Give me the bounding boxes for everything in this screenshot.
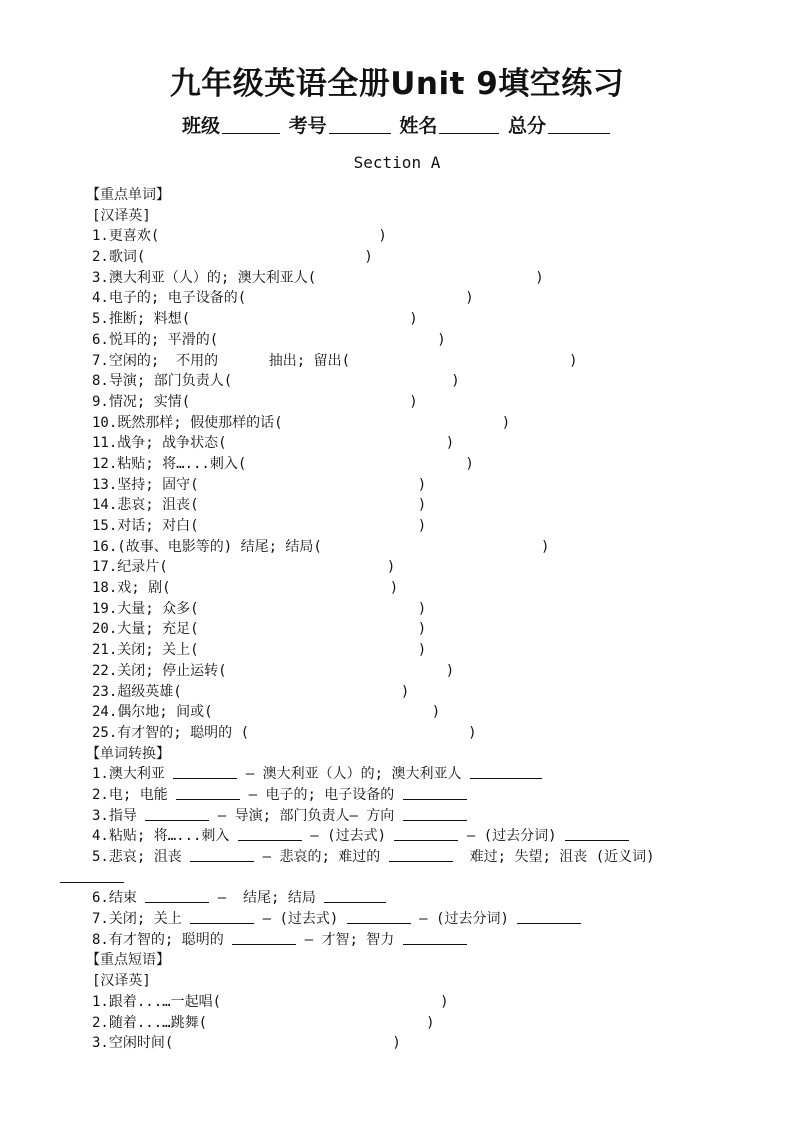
vocab-item[interactable]: 24.偶尔地; 间或( ): [92, 704, 441, 721]
phrases-heading: 【重点短语】: [86, 952, 170, 969]
answer-blank[interactable]: [470, 764, 542, 779]
conversion-text: 1.澳大利亚: [92, 766, 174, 783]
conversion-item: [92, 826, 772, 847]
conversion-item: [92, 888, 772, 909]
answer-blank[interactable]: [232, 930, 296, 945]
vocab-item[interactable]: 14.悲哀; 沮丧( ): [92, 497, 427, 514]
worksheet-body: [86, 185, 772, 1054]
answer-blank[interactable]: [347, 909, 411, 924]
conversion-overflow: [60, 868, 772, 889]
conversion-text: — (过去式): [301, 828, 395, 845]
vocab-item[interactable]: 12.粘贴; 将…...刺入( ): [92, 455, 474, 472]
vocab-item[interactable]: 18.戏; 剧( ): [92, 580, 399, 597]
conversion-text: 难过; 失望; 沮丧 (近义词): [452, 849, 655, 865]
student-info-row: [0, 111, 794, 138]
vocab-item[interactable]: 10.既然那样; 假使那样的话( ): [92, 414, 511, 431]
conversion-text: 5.悲哀; 沮丧: [92, 849, 191, 865]
score-blank[interactable]: [548, 115, 610, 134]
conversion-text: — 结尾; 结局: [209, 890, 325, 907]
phrases-subheading: [汉译英]: [92, 973, 151, 990]
name-label: 姓名: [399, 115, 438, 137]
vocab-item[interactable]: 20.大量; 充足( ): [92, 621, 427, 638]
answer-blank[interactable]: [190, 847, 254, 862]
conversion-text: — 澳大利亚（人）的; 澳大利亚人: [237, 766, 470, 783]
vocab-item[interactable]: 8.导演; 部门负责人( ): [92, 373, 460, 390]
answer-blank[interactable]: [238, 826, 302, 841]
conversion-text: 7.关闭; 关上: [92, 911, 191, 928]
conversion-item: [92, 785, 772, 806]
vocab-item[interactable]: 1.更喜欢( ): [92, 228, 387, 245]
phrase-list: [92, 992, 772, 1054]
class-blank[interactable]: [222, 115, 280, 134]
conversion-item: [92, 930, 772, 951]
conversion-heading: 【单词转换】: [86, 745, 170, 762]
vocab-item[interactable]: 13.坚持; 固守( ): [92, 476, 427, 493]
conversion-text: 2.电; 电能: [92, 786, 177, 803]
phrase-item[interactable]: 3.空闲时间( ): [92, 1035, 401, 1052]
answer-blank[interactable]: [190, 909, 254, 924]
phrase-item[interactable]: 1.跟着...…一起唱( ): [92, 993, 449, 1010]
answer-blank[interactable]: [565, 826, 629, 841]
answer-blank[interactable]: [145, 888, 209, 903]
vocab-item[interactable]: 5.推断; 料想( ): [92, 311, 418, 328]
vocab-item[interactable]: 15.对话; 对白( ): [92, 518, 427, 534]
conversion-text: — 电子的; 电子设备的: [240, 786, 403, 803]
vocab-item[interactable]: 6.悦耳的; 平滑的( ): [92, 331, 446, 348]
conversion-text: — 才智; 智力: [296, 931, 403, 948]
vocab-item[interactable]: 3.澳大利亚（人）的; 澳大利亚人( ): [92, 269, 544, 286]
answer-blank[interactable]: [173, 764, 237, 779]
vocab-heading: 【重点单词】: [86, 187, 170, 203]
conversion-item: [92, 909, 772, 930]
conversion-text: — (过去分词): [410, 911, 518, 928]
vocab-subheading: [汉译英]: [92, 207, 151, 224]
answer-blank[interactable]: [403, 806, 467, 821]
answer-blank[interactable]: [394, 826, 458, 841]
answer-blank[interactable]: [403, 785, 467, 800]
phrase-item[interactable]: 2.随着...…跳舞( ): [92, 1014, 435, 1031]
answer-blank[interactable]: [60, 868, 124, 883]
vocab-item[interactable]: 17.纪录片( ): [92, 559, 396, 576]
page-title: 九年级英语全册Unit 9填空练习: [169, 66, 625, 102]
answer-blank[interactable]: [403, 930, 467, 945]
conversion-item: [92, 847, 772, 868]
name-blank[interactable]: [439, 115, 499, 134]
vocab-list: [92, 226, 772, 743]
conversion-text: 4.粘贴; 将…...刺入: [92, 828, 238, 845]
class-label: 班级: [182, 115, 221, 137]
vocab-item[interactable]: 7.空闲的; 不用的 抽出; 留出( ): [92, 352, 578, 369]
vocab-item[interactable]: 23.超级英雄( ): [92, 683, 410, 700]
vocab-item[interactable]: 16.(故事、电影等的) 结尾; 结局( ): [92, 538, 550, 555]
section-title: Section A: [353, 153, 441, 172]
vocab-item[interactable]: 19.大量; 众多( ): [92, 600, 427, 617]
conversion-text: — (过去式): [254, 911, 347, 928]
answer-blank[interactable]: [176, 785, 240, 800]
conversion-text: 8.有才智的; 聪明的: [92, 931, 233, 948]
conversion-text: — 导演; 部门负责人— 方向: [209, 807, 403, 824]
conversion-text: — (过去分词): [458, 828, 566, 845]
vocab-item[interactable]: 4.电子的; 电子设备的( ): [92, 290, 474, 307]
number-label: 考号: [288, 115, 327, 137]
vocab-item[interactable]: 21.关闭; 关上( ): [92, 642, 427, 659]
conversion-item: [92, 806, 772, 827]
conversion-text: 3.指导: [92, 807, 146, 824]
vocab-item[interactable]: 25.有才智的; 聪明的 ( ): [92, 724, 477, 741]
answer-blank[interactable]: [145, 806, 209, 821]
score-label: 总分: [507, 115, 546, 137]
conversion-text: — 悲哀的; 难过的: [254, 849, 389, 865]
answer-blank[interactable]: [324, 888, 386, 903]
conversion-text: 6.结束: [92, 890, 146, 907]
vocab-item[interactable]: 2.歌词( ): [92, 249, 373, 266]
answer-blank[interactable]: [517, 909, 581, 924]
conversion-item: [92, 764, 772, 785]
conversion-list: [92, 764, 772, 950]
vocab-item[interactable]: 11.战争; 战争状态( ): [92, 435, 455, 452]
number-blank[interactable]: [329, 115, 391, 134]
vocab-item[interactable]: 22.关闭; 停止运转( ): [92, 662, 455, 679]
answer-blank[interactable]: [389, 847, 453, 862]
vocab-item[interactable]: 9.情况; 实情( ): [92, 393, 418, 410]
